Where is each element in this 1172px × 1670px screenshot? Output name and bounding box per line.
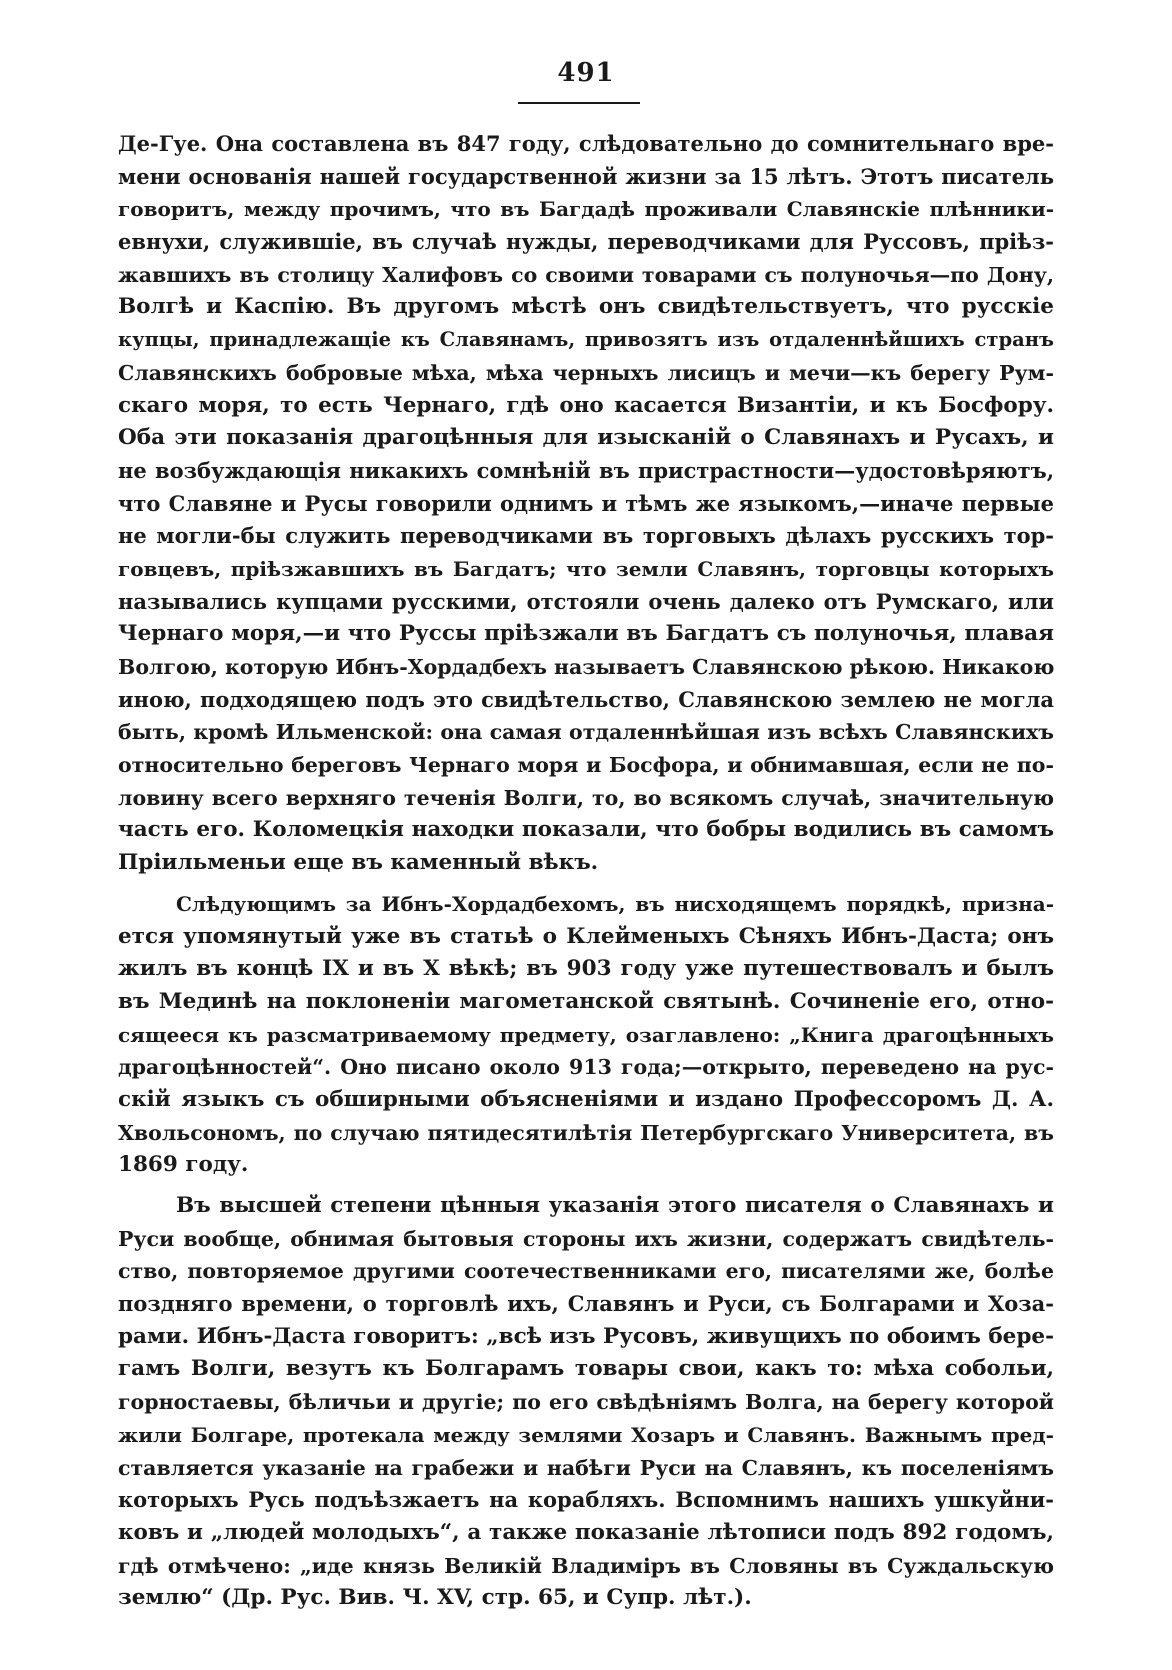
text-line: драгоцѣнностей“. Оно писано около 913 года;—открыто, переведено на рус- (118, 1055, 1054, 1080)
text-line: Волгѣ и Каспію. Въ другомъ мѣстѣ онъ свидѣтельствуетъ, что русскіе (118, 294, 1054, 320)
page-number: 491 (557, 58, 615, 88)
text-line: назывались купцами русскими, отстояли очень далеко отъ Румскаго, или (118, 588, 1054, 614)
text-line: гдѣ отмѣчено: „иде князь Великій Владиміръ въ Словяны въ Суждальскую (118, 1553, 1054, 1578)
paragraph (118, 1190, 1054, 1615)
text-line: ство, повторяемое другими соотечественниками его, писателями же, болѣе (118, 1259, 1054, 1284)
text-line: Руси вообще, обнимая бытовыя стороны ихъ жизни, содержатъ свидѣтель- (118, 1226, 1054, 1251)
text-line: въ Мединѣ на поклоненіи магометанской святынѣ. Сочиненіе его, отно- (118, 988, 1054, 1014)
text-line: Волгою, которую Ибнъ-Хордадбехъ называетъ Славянскою рѣкою. Никакою (118, 655, 1054, 679)
text-line: жилъ въ концѣ IX и въ X вѣкѣ; въ 903 году уже путешествовалъ и былъ (118, 956, 1054, 982)
text-line: 1869 году. (118, 1152, 249, 1178)
text-line: Хвольсономъ, по случаю пятидесятилѣтія Петербургскаго Университета, въ (118, 1120, 1054, 1145)
text-line: рами. Ибнъ-Даста говоритъ: „всѣ изъ Русовъ, живущихъ по обоимъ бере- (118, 1323, 1054, 1349)
text-line: Чернаго моря,—и что Руссы пріѣзжали въ Багдатъ съ полуночья, плавая (118, 621, 1054, 647)
text-line: Слѣдующимъ за Ибнъ-Хордадбехомъ, въ нисходящемъ порядкѣ, призна- (176, 891, 1054, 916)
text-line: не могли-бы служить переводчиками въ торговыхъ дѣлахъ русскихъ тор- (118, 523, 1054, 549)
text-line: часть его. Коломецкія находки показали, что бобры водились въ самомъ (118, 817, 1054, 843)
page-number-rule (518, 102, 640, 104)
text-line: не возбуждающія никакихъ сомнѣній въ пристрастности—удостовѣряютъ, (118, 457, 1054, 483)
text-line: гамъ Волги, везутъ къ Болгарамъ товары свои, какъ то: мѣха собольи, (118, 1356, 1054, 1382)
text-line: Пріильменьи еще въ каменный вѣкъ. (118, 850, 599, 876)
text-line: сящееся къ разсматриваемому предмету, озаглавлено: „Книга драгоцѣнныхъ (118, 1022, 1054, 1047)
text-line: иною, подходящею подъ это свидѣтельство, Славянскою землею не могла (118, 686, 1054, 712)
text-line: которыхъ Русь подъѣзжаетъ на корабляхъ. Вспомнимъ нашихъ ушкуйни- (118, 1487, 1054, 1513)
text-line: Де-Гуе. Она составлена въ 847 году, слѣдовательно до сомнительнаго вре- (118, 131, 1054, 156)
text-line: относительно береговъ Чернаго моря и Босфора, и обнимавшая, если не по- (118, 753, 1054, 778)
paragraph-gap (118, 880, 1054, 888)
text-line: ется упомянутый уже въ статьѣ о Клейменыхъ Сѣняхъ Ибнъ-Даста; онъ (118, 923, 1054, 949)
text-line: говцевъ, пріѣзжавшихъ въ Багдатъ; что земли Славянъ, торговцы которыхъ (118, 556, 1054, 581)
text-line: ставляется указаніе на грабежи и набѣги Руси на Славянъ, къ поселеніямъ (118, 1455, 1054, 1480)
text-line: скаго моря, то есть Чернаго, гдѣ оно касается Византіи, и къ Босфору. (118, 392, 1054, 418)
text-line: купцы, принадлежащіе къ Славянамъ, привозятъ изъ отдаленнѣйшихъ странъ (118, 328, 1054, 352)
text-line: землю“ (Др. Рус. Вив. Ч. XV, стр. 65, и Супр. лѣт.). (118, 1585, 752, 1611)
text-line: скій языкъ съ обширными объясненіями и издано Профессоромъ Д. А. (118, 1086, 1054, 1112)
text-line: Славянскихъ бобровые мѣха, мѣха черныхъ лисицъ и мечи—къ берегу Рум- (118, 360, 1054, 385)
text-line: Оба эти показанія драгоцѣнныя для изысканій о Славянахъ и Русахъ, и (118, 425, 1054, 451)
paragraph-gap (118, 1182, 1054, 1190)
body-text (118, 128, 1054, 1615)
text-line: мени основанія нашей государственной жизни за 15 лѣтъ. Этотъ писатель (118, 163, 1054, 189)
text-line: Въ высшей степени цѣнныя указанія этого писателя о Славянахъ и (176, 1193, 1054, 1218)
text-line: жавшихъ въ столицу Халифовъ со своими товарами съ полуночья—по Дону, (118, 262, 1054, 287)
text-line: евнухи, служившіе, въ случаѣ нужды, переводчиками для Руссовъ, пріѣз- (118, 229, 1054, 255)
text-line: ковъ и „людей молодыхъ“, а также показаніе лѣтописи подъ 892 годомъ, (118, 1519, 1054, 1545)
text-line: быть, кромѣ Ильменской: она самая отдаленнѣйшая изъ всѣхъ Славянскихъ (118, 720, 1054, 745)
text-line: поздняго времени, о торговлѣ ихъ, Славянъ и Руси, съ Болгарами и Хоза- (118, 1291, 1054, 1317)
paragraph (118, 128, 1054, 880)
text-line: говоритъ, между прочимъ, что въ Багдадѣ проживали Славянскіе плѣнники- (118, 197, 1054, 222)
paragraph (118, 888, 1054, 1182)
text-line: ловину всего верхняго теченія Волги, то, во всякомъ случаѣ, значительную (118, 785, 1054, 810)
text-line: что Славяне и Русы говорили однимъ и тѣмъ же языкомъ,—иначе первые (118, 490, 1054, 516)
text-line: горностаевы, бѣличьи и другіе; по его свѣдѣніямъ Волга, на берегу которой (118, 1390, 1054, 1415)
text-line: жили Болгаре, протекала между землями Хозаръ и Славянъ. Важнымъ пред- (118, 1422, 1054, 1447)
